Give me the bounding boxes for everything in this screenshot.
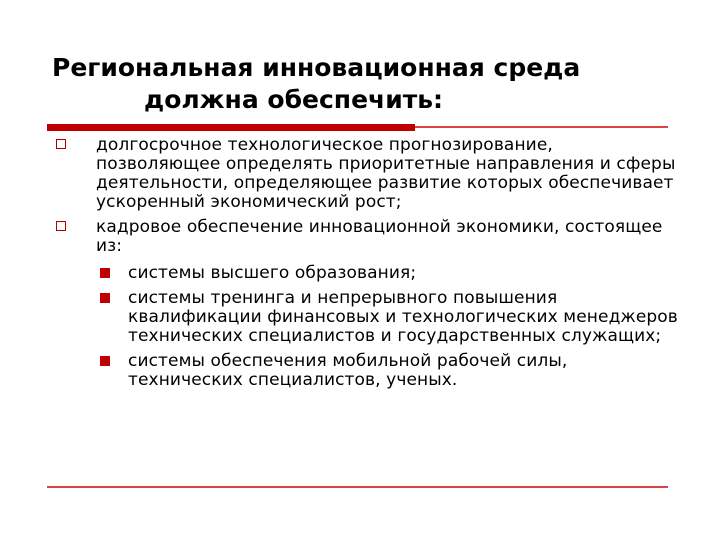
title-underline-red xyxy=(47,124,415,131)
hollow-square-bullet-icon xyxy=(56,139,66,149)
sub-list-item-text: системы обеспечения мобильной рабочей силы, технических специалистов, ученых. xyxy=(128,351,568,390)
title-line-2: должна обеспечить: xyxy=(144,85,444,114)
filled-square-bullet-icon xyxy=(100,293,110,303)
title-underline-thin xyxy=(415,126,668,128)
sub-list-item-text: системы тренинга и непрерывного повышения квалификации финансовых и технологических менеджеров технических специалистов и государственных служащих; xyxy=(128,288,678,346)
list-item xyxy=(52,218,682,390)
list-item-text: долгосрочное технологическое прогнозирование, позволяющее определять приоритетные направления и сферы деятельности, определяющее развитие которых обеспечивает ускоренный экономический рост; xyxy=(96,135,676,212)
bullet-list xyxy=(52,136,682,390)
filled-square-bullet-icon xyxy=(100,356,110,366)
list-item-text: кадровое обеспечение инновационной экономики, состоящее из: xyxy=(96,217,663,256)
bottom-rule xyxy=(47,486,668,488)
slide-title xyxy=(52,52,692,116)
sub-bullet-list xyxy=(96,264,682,390)
sub-list-item xyxy=(96,264,682,283)
sub-list-item xyxy=(96,289,682,346)
list-item xyxy=(52,136,682,212)
filled-square-bullet-icon xyxy=(100,268,110,278)
sub-list-item xyxy=(96,352,682,390)
sub-list-item-text: системы высшего образования; xyxy=(128,263,417,283)
hollow-square-bullet-icon xyxy=(56,221,66,231)
title-line-1: Региональная инновационная среда xyxy=(52,53,581,82)
